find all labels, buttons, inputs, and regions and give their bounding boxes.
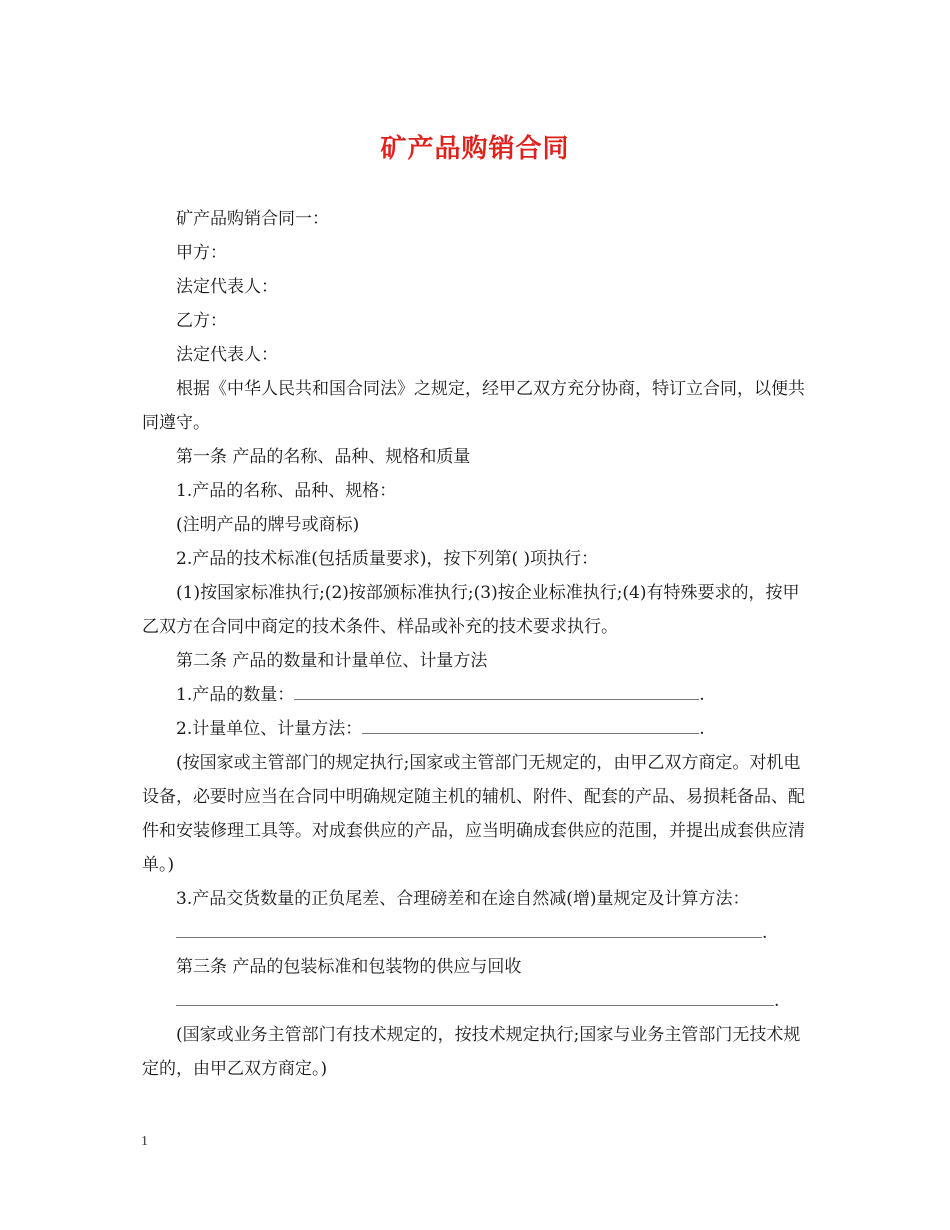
article-2-title: 第二条 产品的数量和计量单位、计量方法 [176, 651, 488, 671]
packaging-period: . [774, 991, 780, 1011]
contract-body [142, 202, 814, 1086]
article-1-item-1: 1.产品的名称、品种、规格： [176, 481, 397, 501]
party-a-line: 甲方： [176, 243, 227, 263]
page-title: 矿产品购销合同 [380, 134, 570, 164]
article-3-blank-row [142, 984, 814, 1018]
quantity-period: . [699, 685, 705, 705]
contract-heading: 矿产品购销合同一： [176, 209, 329, 229]
article-1-options: (1)按国家标准执行;(2)按部颁标准执行;(3)按企业标准执行;(4)有特殊要求的，按甲乙双方在合同中商定的技术条件、样品或补充的技术要求执行。 [142, 583, 800, 637]
tolerance-period: . [762, 923, 768, 943]
party-b-representative-line: 法定代表人： [176, 345, 278, 365]
article-3-note: (国家或业务主管部门有技术规定的，按技术规定执行;国家与业务主管部门无技术规定的，由甲乙双方商定。) [142, 1025, 801, 1079]
article-3-title: 第三条 产品的包装标准和包装物的供应与回收 [176, 957, 522, 977]
article-2-item-3: 3.产品交货数量的正负尾差、合理磅差和在途自然减(增)量规定及计算方法： [176, 889, 750, 909]
article-1-note: (注明产品的牌号或商标) [176, 515, 360, 535]
article-1-item-2: 2.产品的技术标准(包括质量要求)，按下列第( )项执行： [176, 549, 599, 569]
quantity-blank-line [294, 679, 699, 700]
article-2-item-1 [142, 678, 814, 712]
party-a-representative-line: 法定代表人： [176, 277, 278, 297]
article-1-title: 第一条 产品的名称、品种、规格和质量 [176, 447, 471, 467]
quantity-label: 1.产品的数量： [176, 685, 295, 705]
article-2-note: (按国家或主管部门的规定执行;国家或主管部门无规定的，由甲乙双方商定。对机电设备，必要时应当在合同中明确规定随主机的辅机、附件、配套的产品、易损耗备品、配件和安装修理工具等。对成套供应的产品，应当明确成套供应的范围，并提出成套供应清单。) [142, 753, 805, 875]
preamble-paragraph: 根据《中华人民共和国合同法》之规定，经甲乙双方充分协商，特订立合同，以便共同遵守。 [142, 379, 805, 433]
measurement-period: . [699, 719, 705, 739]
measurement-label: 2.计量单位、计量方法： [176, 719, 363, 739]
packaging-blank-line [176, 985, 774, 1006]
article-2-item-3-blank-row [142, 916, 814, 950]
page-number: 1 [141, 1134, 148, 1149]
measurement-blank-line [362, 713, 699, 734]
article-2-item-2 [142, 712, 814, 746]
tolerance-blank-line [176, 917, 762, 938]
party-b-line: 乙方： [176, 311, 227, 331]
